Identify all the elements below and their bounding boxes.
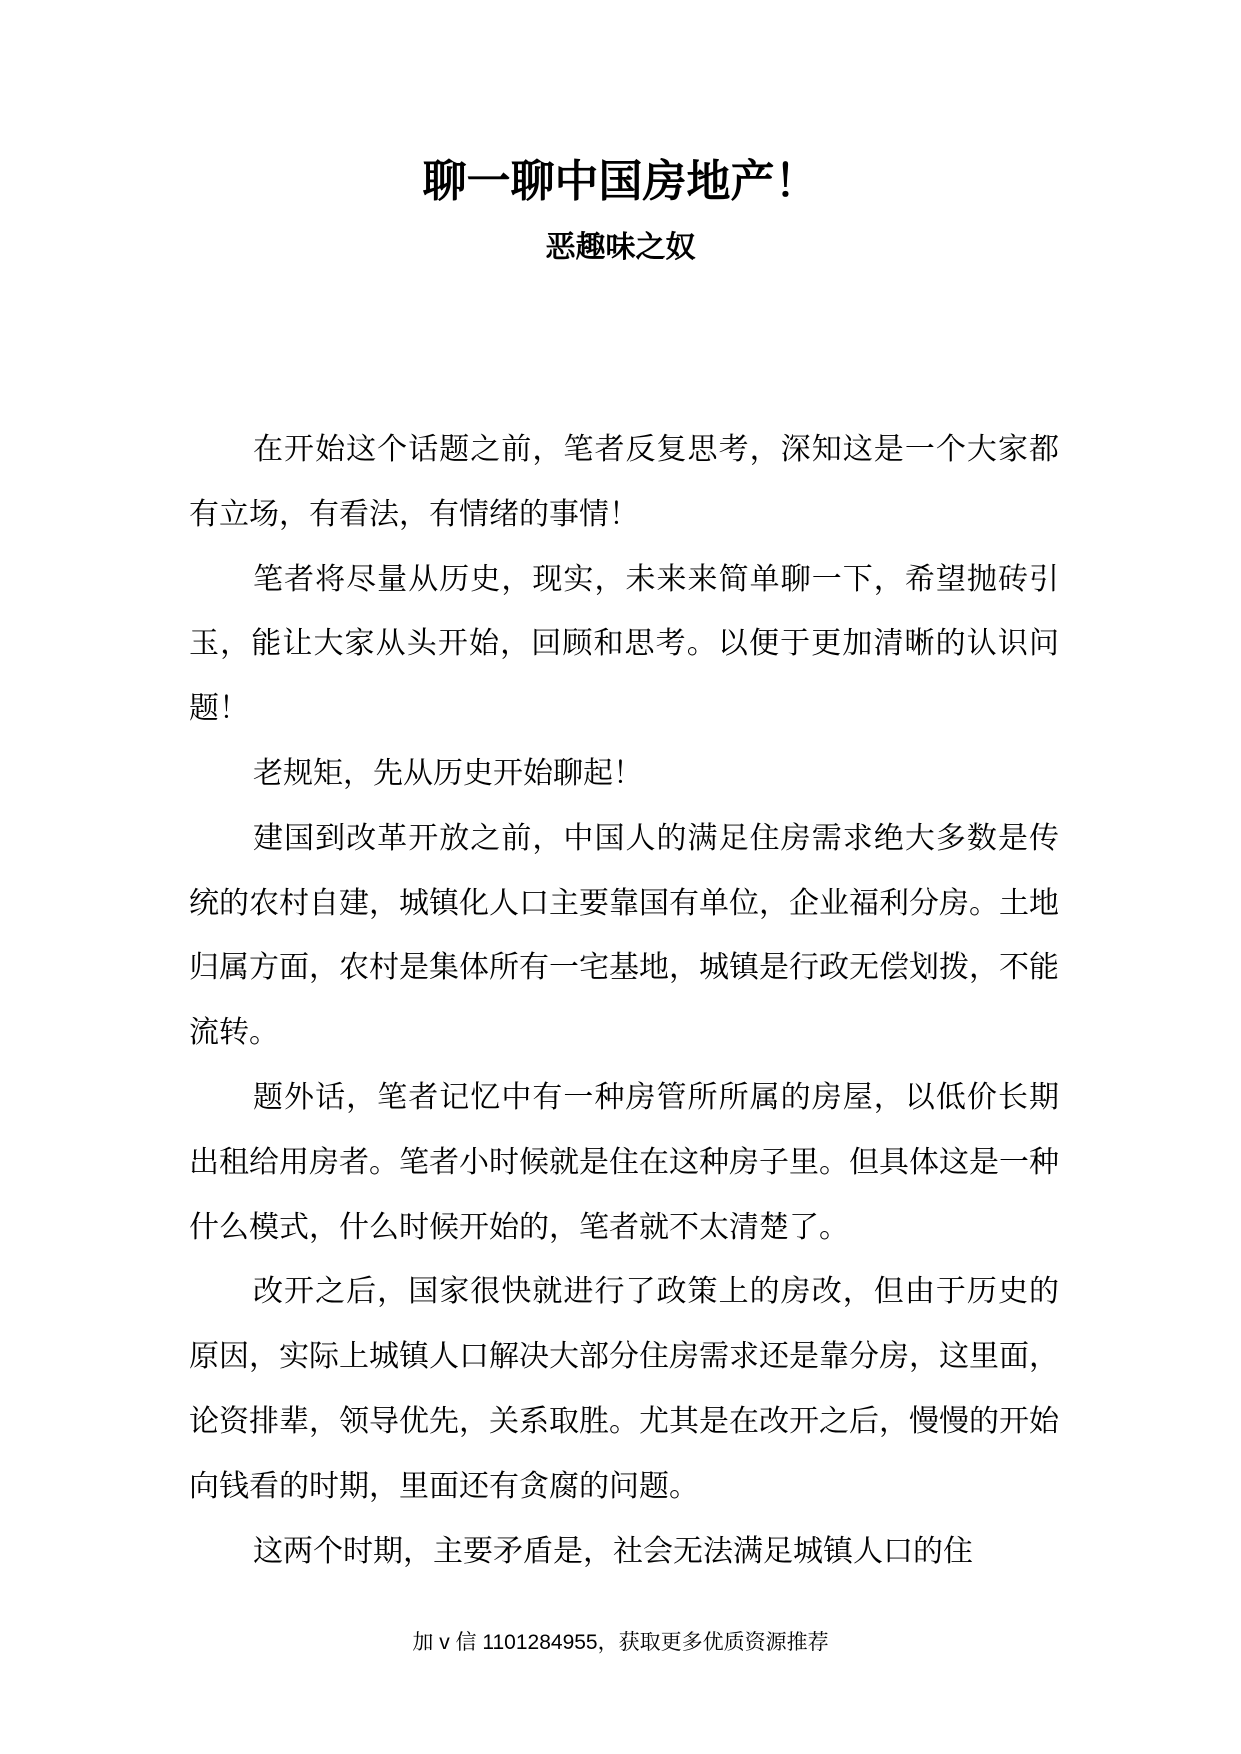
page-title: 聊一聊中国房地产！ <box>422 156 819 207</box>
paragraph: 题外话，笔者记忆中有一种房管所所属的房屋，以低价长期出租给用房者。笔者小时候就是住在这种房子里。但具体这是一种什么模式，什么时候开始的，笔者就不太清楚了。 <box>189 1079 1059 1245</box>
paragraph: 笔者将尽量从历史，现实，未来来简单聊一下，希望抛砖引玉，能让大家从头开始，回顾和思考。以便于更加清晰的认识问题！ <box>189 561 1059 727</box>
page-footer: 加 v 信 1101284955，获取更多优质资源推荐 <box>412 1631 829 1654</box>
paragraph: 建国到改革开放之前，中国人的满足住房需求绝大多数是传统的农村自建，城镇化人口主要靠国有单位，企业福利分房。土地归属方面，农村是集体所有一宅基地，城镇是行政无偿划拨，不能流转。 <box>189 820 1059 1051</box>
paragraph: 老规矩，先从历史开始聊起！ <box>253 755 643 791</box>
author-name: 恶趣味之奴 <box>545 230 696 265</box>
paragraph: 改开之后，国家很快就进行了政策上的房改，但由于历史的原因，实际上城镇人口解决大部分住房需求还是靠分房，这里面，论资排辈，领导优先，关系取胜。尤其是在改开之后，慢慢的开始向钱看的时期，里面还有贪腐的问题。 <box>189 1274 1059 1504</box>
body-text <box>189 418 1059 1584</box>
paragraph: 在开始这个话题之前，笔者反复思考，深知这是一个大家都有立场，有看法，有情绪的事情！ <box>189 432 1059 532</box>
paragraph: 这两个时期，主要矛盾是，社会无法满足城镇人口的住 <box>253 1533 973 1569</box>
